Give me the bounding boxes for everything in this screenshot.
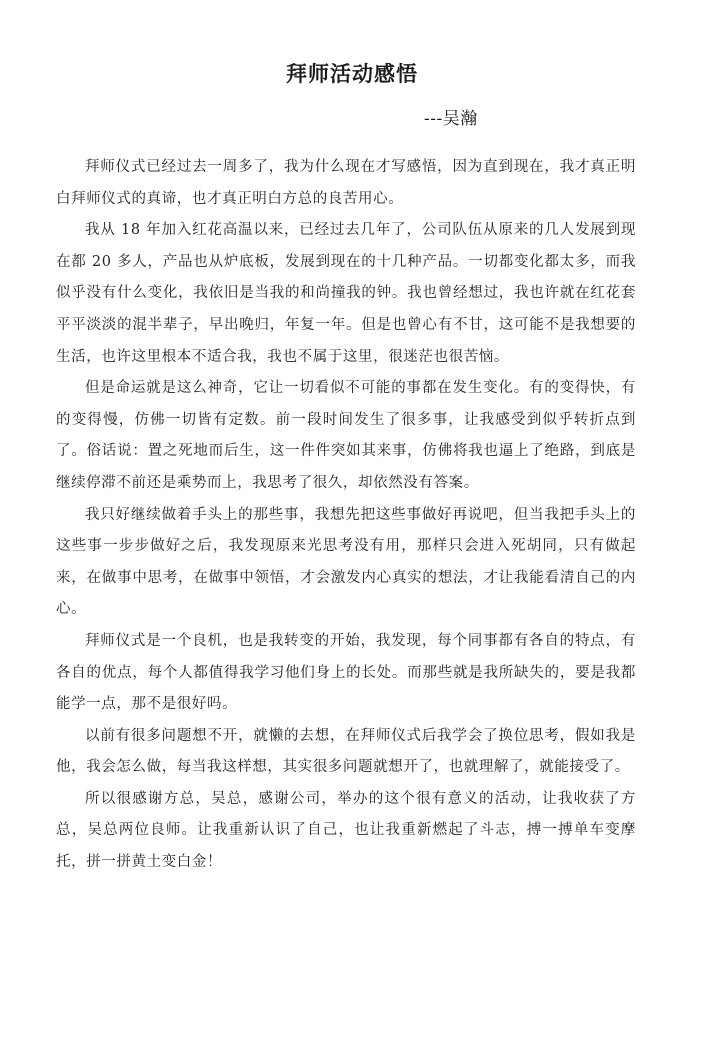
paragraph: 我只好继续做着手头上的那些事，我想先把这些事做好再说吧，但当我把手头上的这些事一步步做好之后，我发现原来光思考没有用，那样只会进入死胡同，只有做起来，在做事中思考，在做事中领悟，才会激发内心真实的想法，才让我能看清自己的内心。 xyxy=(56,506,636,618)
paragraph: 拜师仪式是一个良机，也是我转变的开始，我发现，每个同事都有各自的特点，有各自的优点，每个人都值得我学习他们身上的长处。而那些就是我所缺失的，要是我都能学一点，那不是很好吗。 xyxy=(56,632,636,713)
paragraph: 但是命运就是这么神奇，它让一切看似不可能的事都在发生变化。有的变得快，有的变得慢，仿佛一切皆有定数。前一段时间发生了很多事，让我感受到似乎转折点到了。俗话说：置之死地而后生，这一件件突如其来事，仿佛将我也逼上了绝路，到底是继续停滞不前还是乘势而上，我思考了很久，却依然没有答案。 xyxy=(56,380,636,491)
paragraph: 拜师仪式已经过去一周多了，我为什么现在才写感悟，因为直到现在，我才真正明白拜师仪式的真谛，也才真正明白方总的良苦用心。 xyxy=(56,159,636,207)
paragraph: 所以很感谢方总，吴总，感谢公司，举办的这个很有意义的活动，让我收获了方总，吴总两位良师。让我重新认识了自己，也让我重新燃起了斗志，搏一搏单车变摩托，拼一拼黄土变白金！ xyxy=(56,790,636,871)
paragraph: 以前有很多问题想不开，就懒的去想，在拜师仪式后我学会了换位思考，假如我是他，我会怎么做，每当我这样想，其实很多问题就想开了，也就理解了，就能接受了。 xyxy=(56,727,636,776)
document-body xyxy=(56,152,636,879)
document-author: ---吴瀚 xyxy=(424,109,478,129)
paragraph: 我从 18 年加入红花高温以来，已经过去几年了，公司队伍从原来的几人发展到现在都 20 多人，产品也从炉底板，发展到现在的十几种产品。一切都变化都太多，而我似乎没有什么变化，我依旧是当我的和尚撞我的钟。我也曾经想过，我也许就在红花套平平淡淡的混半辈子，早出晚归，年复一年。但是也曾心有不甘，这可能不是我想要的生活，也许这里根本不适合我，我也不属于这里，很迷茫也很苦恼。 xyxy=(56,222,636,365)
document-title: 拜师活动感悟 xyxy=(286,61,418,86)
